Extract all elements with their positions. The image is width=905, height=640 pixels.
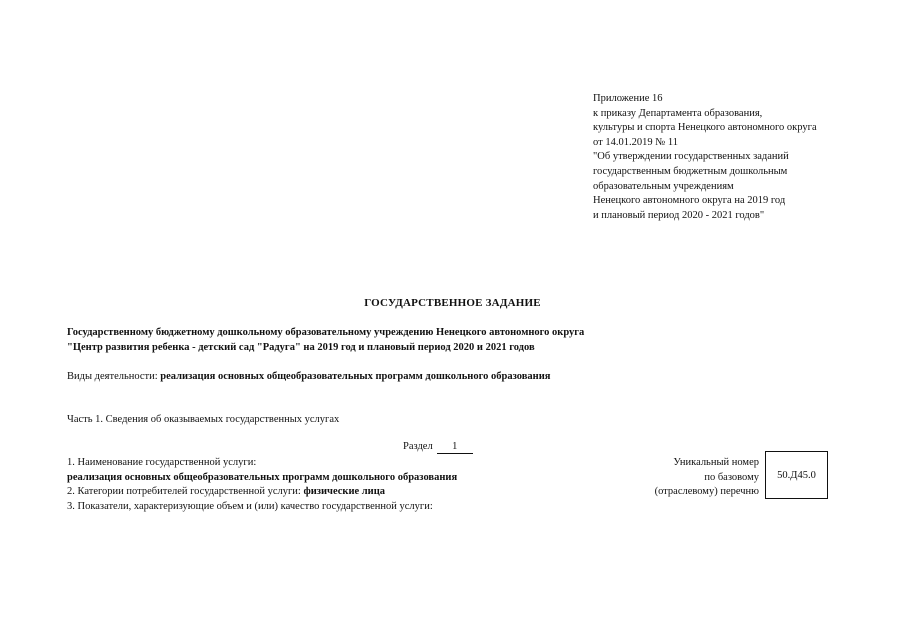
recipient-block xyxy=(67,325,867,355)
section-label: Раздел xyxy=(403,441,433,452)
appendix-line: от 14.01.2019 № 11 xyxy=(593,136,678,148)
unique-number-code-box xyxy=(765,451,828,499)
consumer-category-label: 2. Категории потребителей государственной услуги: xyxy=(67,486,304,498)
appendix-block xyxy=(593,92,893,223)
recipient-line: "Центр развития ребенка - детский сад "Радуга" на 2019 год и плановый период 2020 и 2021 годов xyxy=(67,342,535,353)
unique-number-line: (отраслевому) перечню xyxy=(654,486,759,498)
service-name-label: 1. Наименование государственной услуги: xyxy=(67,457,257,468)
appendix-line: "Об утверждении государственных заданий xyxy=(593,151,789,163)
appendix-line: образовательным учреждениям xyxy=(593,180,734,192)
section-heading xyxy=(403,441,473,454)
appendix-line: и плановый период 2020 - 2021 годов" xyxy=(593,209,765,221)
appendix-line: к приказу Департамента образования, xyxy=(593,107,763,119)
consumer-category-value: физические лица xyxy=(303,486,386,498)
activities-label: Виды деятельности: xyxy=(67,371,161,382)
appendix-line: культуры и спорта Ненецкого автономного округа xyxy=(593,122,817,134)
recipient-line: Государственному бюджетному дошкольному образовательному учреждению Ненецкого автономного округа xyxy=(67,327,585,338)
unique-number-line: по базовому xyxy=(704,471,759,483)
consumer-category-line xyxy=(67,485,627,500)
activities-line xyxy=(67,371,550,382)
appendix-line: Ненецкого автономного округа на 2019 год xyxy=(593,195,786,207)
document-title: ГОСУДАРСТВЕННОЕ ЗАДАНИЕ xyxy=(364,297,541,309)
unique-number-code: 50.Д45.0 xyxy=(777,469,816,481)
unique-number-label xyxy=(612,456,759,500)
service-block xyxy=(67,456,627,514)
appendix-line: государственным бюджетным дошкольным xyxy=(593,165,788,177)
section-number: 1 xyxy=(437,441,473,454)
indicators-label: 3. Показатели, характеризующие объем и (или) качество государственной услуги: xyxy=(67,500,433,512)
service-name-value: реализация основных общеобразовательных программ дошкольного образования xyxy=(67,471,458,483)
unique-number-line: Уникальный номер xyxy=(673,457,759,468)
part-heading: Часть 1. Сведения об оказываемых государственных услугах xyxy=(67,414,340,425)
appendix-line: Приложение 16 xyxy=(593,93,663,104)
activities-value: реализация основных общеобразовательных программ дошкольного образования xyxy=(160,371,551,382)
